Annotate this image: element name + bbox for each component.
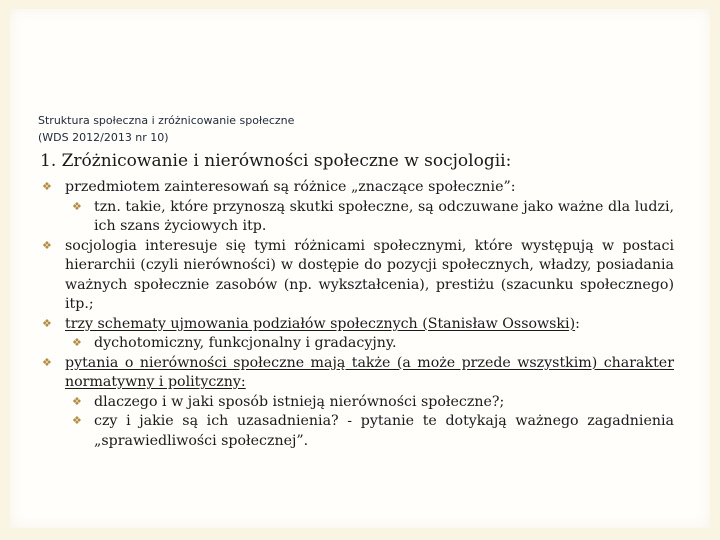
header-line-2: (WDS 2012/2013 nr 10) [38,131,169,144]
bullet-text: dlaczego i w jaki sposób istnieją nierówności społeczne?; [94,393,505,410]
bullet-text: : [575,315,580,332]
scroll-bullet-icon: ❖ [42,355,52,369]
list-item [40,393,674,413]
list-item [40,178,674,198]
scroll-bullet-icon: ❖ [42,316,52,330]
list-item [40,198,674,237]
scroll-bullet-icon: ❖ [42,238,52,252]
list-item [40,412,674,451]
slide-header [38,112,294,146]
slide-content [40,150,674,451]
scroll-bullet-icon: ❖ [42,180,52,193]
bullet-text: tzn. takie, które przynoszą skutki społeczne, są odczuwane jako ważne dla ludzi, ich szans życiowych itp. [94,198,674,234]
bullet-text: socjologia interesuje się tymi różnicami społecznymi, które występują w postaci hierarchii (czyli nierówności) w dostępie do pozycji społecznych, władzy, posiadania ważnych społecznie zasobów (np. wykształcenia), prestiżu (szacunku społecznego) itp.; [65,237,674,312]
list-item [40,334,674,354]
scroll-bullet-icon: ❖ [72,336,82,349]
section-title: 1. Zróżnicowanie i nierówności społeczne w socjologii: [40,151,512,171]
normative-link[interactable]: pytania o nierówności społeczne mają także (a może przede wszystkim) charakter normatywny i polityczny: [65,354,674,390]
header-line-1: Struktura społeczna i zróżnicowanie społeczne [38,114,295,127]
scroll-bullet-icon: ❖ [72,199,82,213]
bullet-text: przedmiotem zainteresowań są różnice „znaczące społecznie”: [65,179,516,195]
bullet-text: czy i jakie są ich uzasadnienia? - pytanie te dotykają ważnego zagadnienia „sprawiedliwości społecznej”. [94,413,674,449]
bullet-text: dychotomiczny, funkcjonalny i gradacyjny. [94,335,397,351]
ossowski-link[interactable]: trzy schematy ujmowania podziałów społecznych (Stanisław Ossowski) [65,315,576,332]
list-item [40,354,674,393]
list-item [40,237,674,315]
scroll-bullet-icon: ❖ [72,394,82,408]
scroll-bullet-icon: ❖ [72,414,82,427]
list-item [40,315,674,335]
